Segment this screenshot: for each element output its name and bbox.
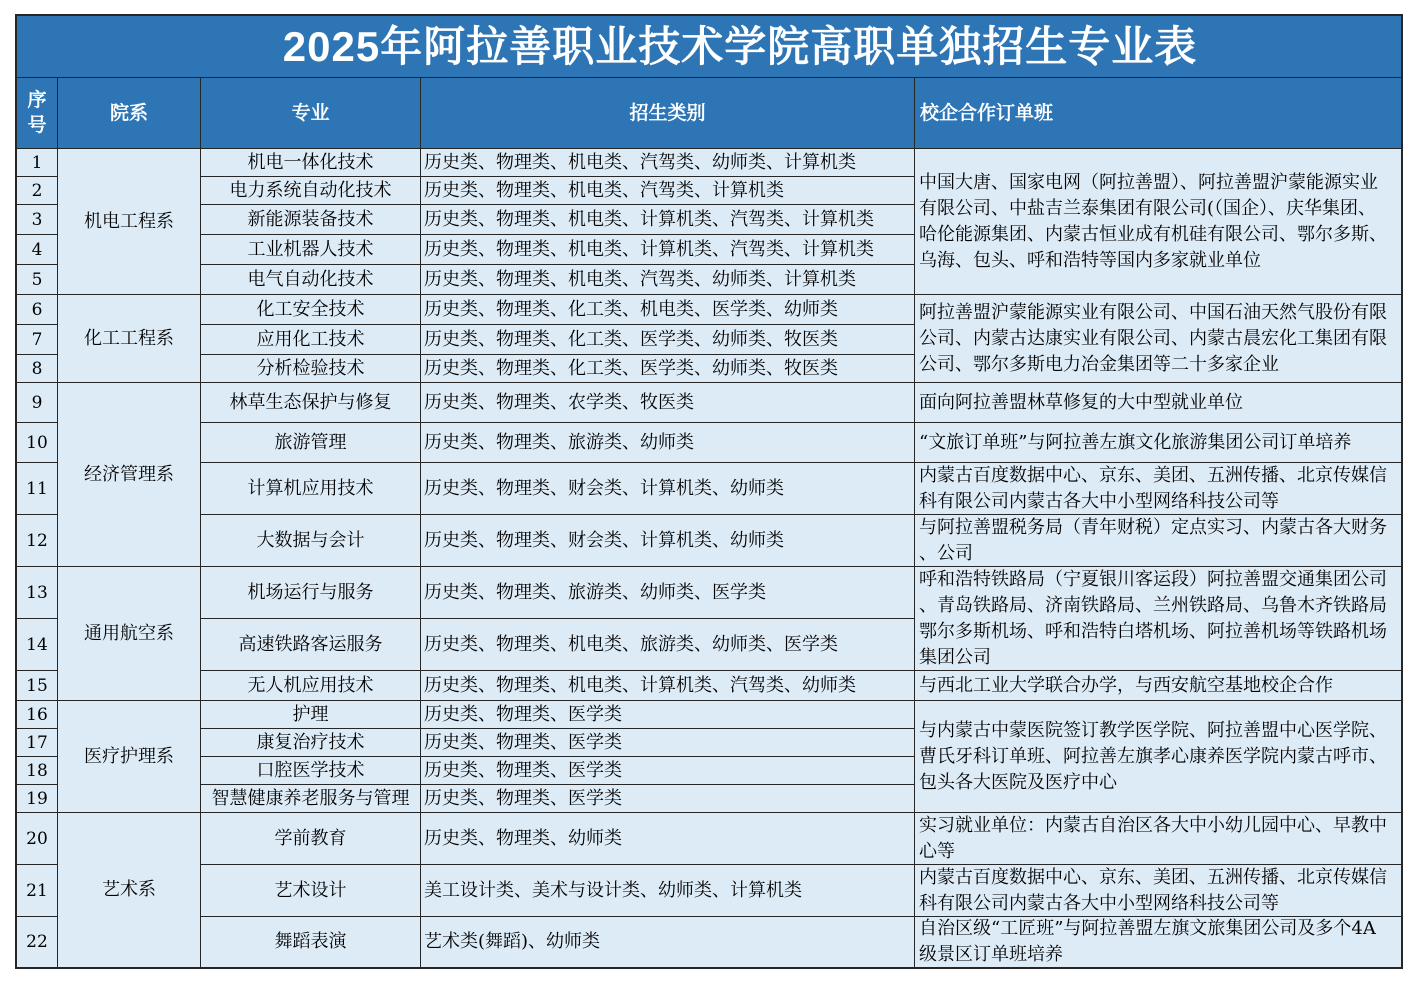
- header-department: 院系: [58, 78, 200, 148]
- partnership-line: 内蒙古百度数据中心、京东、美团、五洲传播、北京传媒信: [919, 866, 1387, 888]
- partnership-cell-1: [915, 149, 1401, 294]
- partnership-cell-2: [915, 295, 1401, 382]
- partnership-line: 包头各大医院及医疗中心: [919, 771, 1117, 793]
- row-13-major: 机场运行与服务: [201, 567, 420, 618]
- partnership-cell-5: [915, 463, 1401, 514]
- row-19-major: 智慧健康养老服务与管理: [201, 785, 420, 812]
- partnership-line: 科有限公司内蒙古各大中小型网络科技公司等: [919, 490, 1279, 512]
- department-3-cell: 经济管理系: [58, 383, 200, 566]
- partnership-line: 、青岛铁路局、济南铁路局、兰州铁路局、乌鲁木齐铁路局: [919, 594, 1387, 616]
- row-3-category: 历史类、物理类、机电类、计算机类、汽驾类、计算机类: [421, 205, 914, 234]
- header-partnership: 校企合作订单班: [915, 78, 1401, 148]
- page-title: 2025年阿拉善职业技术学院高职单独招生专业表: [17, 16, 1401, 77]
- partnership-cell-12: [915, 917, 1401, 967]
- enrollment-table: [15, 14, 1403, 969]
- department-4-cell: 通用航空系: [58, 567, 200, 700]
- row-4-category: 历史类、物理类、机电类、计算机类、汽驾类、计算机类: [421, 235, 914, 264]
- row-18-number: 18: [17, 757, 57, 784]
- row-6-major: 化工安全技术: [201, 295, 420, 324]
- row-3-major: 新能源装备技术: [201, 205, 420, 234]
- row-2-category: 历史类、物理类、机电类、汽驾类、计算机类: [421, 177, 914, 204]
- row-14-number: 14: [17, 619, 57, 670]
- partnership-line: 与内蒙古中蒙医院签订教学医学院、阿拉善盟中心医学院、: [919, 719, 1387, 741]
- row-19-number: 19: [17, 785, 57, 812]
- row-4-major: 工业机器人技术: [201, 235, 420, 264]
- row-10-category: 历史类、物理类、旅游类、幼师类: [421, 423, 914, 462]
- row-10-major: 旅游管理: [201, 423, 420, 462]
- row-9-category: 历史类、物理类、农学类、牧医类: [421, 383, 914, 422]
- row-5-category: 历史类、物理类、机电类、汽驾类、幼师类、计算机类: [421, 265, 914, 294]
- row-8-category: 历史类、物理类、化工类、医学类、幼师类、牧医类: [421, 355, 914, 382]
- row-13-category: 历史类、物理类、旅游类、幼师类、医学类: [421, 567, 914, 618]
- row-7-major: 应用化工技术: [201, 325, 420, 354]
- row-17-number: 17: [17, 729, 57, 756]
- row-22-category: 艺术类(舞蹈)、幼师类: [421, 917, 914, 967]
- row-20-number: 20: [17, 813, 57, 864]
- row-19-category: 历史类、物理类、医学类: [421, 785, 914, 812]
- partnership-cell-3: [915, 383, 1401, 422]
- partnership-cell-11: [915, 865, 1401, 916]
- row-16-category: 历史类、物理类、医学类: [421, 701, 914, 728]
- partnership-cell-10: [915, 813, 1401, 864]
- partnership-cell-9: [915, 701, 1401, 812]
- row-18-major: 口腔医学技术: [201, 757, 420, 784]
- partnership-cell-4: [915, 423, 1401, 462]
- row-6-category: 历史类、物理类、化工类、机电类、医学类、幼师类: [421, 295, 914, 324]
- row-11-number: 11: [17, 463, 57, 514]
- partnership-line: 实习就业单位：内蒙古自治区各大中小幼儿园中心、早教中: [919, 814, 1387, 836]
- row-6-number: 6: [17, 295, 57, 324]
- row-22-number: 22: [17, 917, 57, 967]
- row-20-category: 历史类、物理类、幼师类: [421, 813, 914, 864]
- partnership-line: 乌海、包头、呼和浩特等国内多家就业单位: [919, 249, 1261, 271]
- row-21-number: 21: [17, 865, 57, 916]
- row-21-major: 艺术设计: [201, 865, 420, 916]
- partnership-line: 集团公司: [919, 646, 991, 668]
- partnership-cell-8: [915, 671, 1401, 700]
- row-14-major: 高速铁路客运服务: [201, 619, 420, 670]
- row-1-major: 机电一体化技术: [201, 149, 420, 176]
- row-9-major: 林草生态保护与修复: [201, 383, 420, 422]
- department-2-cell: 化工工程系: [58, 295, 200, 382]
- row-7-number: 7: [17, 325, 57, 354]
- partnership-line: 心等: [919, 840, 955, 862]
- partnership-line: 自治区级“工匠班”与阿拉善盟左旗文旅集团公司及多个4A: [919, 918, 1376, 939]
- partnership-line: 哈伦能源集团、内蒙古恒业成有机硅有限公司、鄂尔多斯、: [919, 223, 1387, 245]
- partnership-line: 内蒙古百度数据中心、京东、美团、五洲传播、北京传媒信: [919, 464, 1387, 486]
- row-18-category: 历史类、物理类、医学类: [421, 757, 914, 784]
- header-category: 招生类别: [421, 78, 914, 148]
- row-9-number: 9: [17, 383, 57, 422]
- partnership-line: 公司、鄂尔多斯电力冶金集团等二十多家企业: [919, 353, 1279, 375]
- row-11-category: 历史类、物理类、财会类、计算机类、幼师类: [421, 463, 914, 514]
- department-1-cell: 机电工程系: [58, 149, 200, 294]
- row-15-number: 15: [17, 671, 57, 700]
- partnership-line: 阿拉善盟沪蒙能源实业有限公司、中国石油天然气股份有限: [919, 301, 1387, 323]
- department-5-cell: 医疗护理系: [58, 701, 200, 812]
- row-15-major: 无人机应用技术: [201, 671, 420, 700]
- row-15-category: 历史类、物理类、机电类、计算机类、汽驾类、幼师类: [421, 671, 914, 700]
- row-12-major: 大数据与会计: [201, 515, 420, 566]
- partnership-line: 有限公司、中盐吉兰泰集团有限公司(（国企）、庆华集团、: [919, 197, 1377, 219]
- row-16-major: 护理: [201, 701, 420, 728]
- partnership-line: 与西北工业大学联合办学，与西安航空基地校企合作: [919, 674, 1333, 696]
- row-1-category: 历史类、物理类、机电类、汽驾类、幼师类、计算机类: [421, 149, 914, 176]
- row-17-category: 历史类、物理类、医学类: [421, 729, 914, 756]
- partnership-line: 面向阿拉善盟林草修复的大中型就业单位: [919, 391, 1243, 413]
- department-6-cell: 艺术系: [58, 813, 200, 967]
- row-8-number: 8: [17, 355, 57, 382]
- row-10-number: 10: [17, 423, 57, 462]
- row-1-number: 1: [17, 149, 57, 176]
- row-12-category: 历史类、物理类、财会类、计算机类、幼师类: [421, 515, 914, 566]
- partnership-line: 中国大唐、国家电网（阿拉善盟）、阿拉善盟沪蒙能源实业: [919, 171, 1378, 193]
- row-3-number: 3: [17, 205, 57, 234]
- partnership-line: “文旅订单班”与阿拉善左旗文化旅游集团公司订单培养: [919, 431, 1352, 453]
- row-21-category: 美工设计类、美术与设计类、幼师类、计算机类: [421, 865, 914, 916]
- partnership-line: 级景区订单班培养: [919, 944, 1063, 965]
- row-17-major: 康复治疗技术: [201, 729, 420, 756]
- row-7-category: 历史类、物理类、化工类、医学类、幼师类、牧医类: [421, 325, 914, 354]
- header-no: 序号: [17, 78, 57, 148]
- partnership-line: 呼和浩特铁路局（宁夏银川客运段）阿拉善盟交通集团公司: [919, 568, 1387, 590]
- row-22-major: 舞蹈表演: [201, 917, 420, 967]
- partnership-line: 与阿拉善盟税务局（青年财税）定点实习、内蒙古各大财务: [919, 516, 1387, 538]
- partnership-line: 、公司: [919, 542, 973, 564]
- row-8-major: 分析检验技术: [201, 355, 420, 382]
- partnership-cell-7: [915, 567, 1401, 670]
- partnership-line: 鄂尔多斯机场、呼和浩特白塔机场、阿拉善机场等铁路机场: [919, 620, 1387, 642]
- row-12-number: 12: [17, 515, 57, 566]
- row-16-number: 16: [17, 701, 57, 728]
- header-major: 专业: [201, 78, 420, 148]
- row-20-major: 学前教育: [201, 813, 420, 864]
- partnership-line: 曹氏牙科订单班、阿拉善左旗孝心康养医学院内蒙古呼市、: [919, 745, 1387, 767]
- row-2-major: 电力系统自动化技术: [201, 177, 420, 204]
- row-2-number: 2: [17, 177, 57, 204]
- row-14-category: 历史类、物理类、机电类、旅游类、幼师类、医学类: [421, 619, 914, 670]
- partnership-line: 公司、内蒙古达康实业有限公司、内蒙古晨宏化工集团有限: [919, 327, 1387, 349]
- partnership-line: 科有限公司内蒙古各大中小型网络科技公司等: [919, 892, 1279, 914]
- row-11-major: 计算机应用技术: [201, 463, 420, 514]
- row-5-major: 电气自动化技术: [201, 265, 420, 294]
- row-13-number: 13: [17, 567, 57, 618]
- row-5-number: 5: [17, 265, 57, 294]
- partnership-cell-6: [915, 515, 1401, 566]
- row-4-number: 4: [17, 235, 57, 264]
